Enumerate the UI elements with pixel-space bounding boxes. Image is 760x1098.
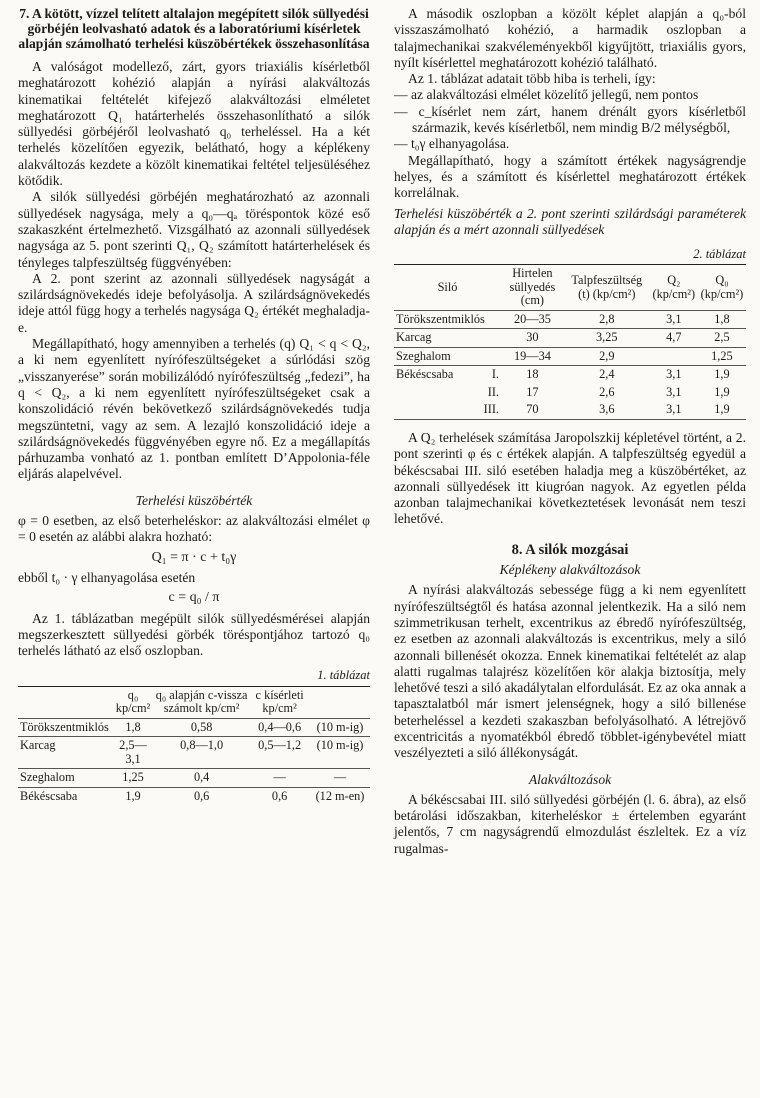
table-1 [18, 686, 370, 806]
cell: 3,6 [599, 402, 615, 417]
section-7-heading: 7. A kötött, vízzel telített altalajon megépített silók süllyedési görbéjén leolvasható adatok és a laboratóriumi kísérletek alapján számolható terhelési küszöbértékek összehasonlítása [18, 6, 370, 51]
cell: 1,25 [122, 770, 144, 785]
cell [650, 347, 698, 366]
cell: 0,4—0,6 [258, 719, 302, 734]
row-label: Szeghalom [396, 348, 451, 363]
cell: 20—35 [513, 311, 551, 326]
cell: — [333, 770, 347, 785]
equation-q1: Q₁ = π · c + t₀γ [151, 549, 237, 565]
cell: 19—34 [513, 348, 551, 363]
cell: 3,25 [596, 330, 618, 345]
table-2-caption: 2. táblázat [693, 247, 746, 262]
paragraph: A silók süllyedési görbéjén meghatározható az azonnali süllyedések nagysága, mely a q₀—qₐ töréspontok közé eső szakaszként értelmezhető. Vizsgálható az azonnali süllyedések nagysága az 5. pont szerinti Q₁, Q₂ számított határterhelések és tényleges talpfeszültség függvényében: [18, 189, 370, 270]
table-header: Siló [437, 279, 458, 294]
row-label: Törökszentmiklós [20, 719, 109, 734]
row-label: Törökszentmiklós [396, 311, 485, 326]
cell: 18 [526, 367, 539, 382]
cell: 1,8 [714, 311, 730, 326]
cell: 70 [526, 402, 539, 417]
paragraph: Megállapítható, hogy amennyiben a terhelés (q) Q₁ < q < Q₂, a ki nem egyenlített nyírófeszültségeket a súrlódási szög „visszanyerése” során mobilizálódó nyírófeszültség „fedezi”, ha q < Q₂, a ki nem egyenlített nyírófeszültségeket csak a konszolidáció révén bekövetkező szilárdságnövekedés tudja megszüntetni, vagy az sem. A lezajló konszolidáció ideje a szilárdságnövekedés függvényében egyre nő. Ez a megállapítás párhuzamba vonható az 1. pontban említett D’Appolonia-féle eljárás alapelvével. [18, 336, 370, 482]
table-row [18, 787, 370, 805]
row-label: Karcag [20, 738, 56, 753]
cell: 1,9 [125, 788, 141, 803]
row-label: Szeghalom [20, 770, 75, 785]
equation-c: c = q₀ / π [168, 590, 220, 606]
section-8-heading: 8. A silók mozgásai [511, 541, 629, 558]
paragraph: A 2. pont szerint az azonnali süllyedések nagyságát a szilárdságnövekedés ideje befolyásolja. A szilárdságnövekedés ideje attól függ hogy a terhelés nagysága Q₂ értékét meghaladja-e. [18, 270, 370, 335]
paragraph: Az 1. táblázat adatait több hiba is terheli, így: [408, 71, 656, 87]
table-1-caption: 1. táblázat [317, 668, 370, 683]
paragraph: Megállapítható, hogy a számított értékek nagyságrendje helyes, és a számított és kísérlettel meghatározott értékek korrelálnak. [394, 152, 746, 201]
table-row [394, 310, 746, 329]
subheading-plastic: Képlékeny alakváltozások [499, 562, 641, 578]
cell: 0,6 [193, 788, 210, 803]
table-2-title: Terhelési küszöbérték a 2. pont szerinti szilárdsági paraméterek alapján és a mért azonnali süllyedések [394, 205, 746, 237]
cell: 2,6 [599, 384, 615, 399]
cell: 0,8—1,0 [180, 738, 224, 753]
cell: 3,1 [666, 384, 682, 399]
cell: 0,4 [193, 770, 210, 785]
cell: 1,8 [125, 719, 141, 734]
paragraph: φ = 0 esetben, az első beterheléskor: az alakváltozási elmélet φ = 0 esetén az alábbi alakra hozható: [18, 513, 370, 545]
paragraph: A Q₂ terhelések számítása Jaropolszkij képletével történt, a 2. pont szerinti φ és c értékek alapján. A talpfeszültség egyedül a békéscsabai III. siló esetében haladja meg a küszöbértéket, az azonnali süllyedések itt kiugróan nagyok. Az egyetlen példa azonban talajmechanikai következtetések levonását nem teszi lehetővé. [394, 429, 746, 527]
cell: 30 [526, 330, 539, 345]
cell: (10 m-ig) [316, 738, 364, 753]
paragraph: A második oszlopban a közölt képlet alapján a q₀-ból visszaszámolható kohézió, a harmadik oszlopban a talajmechanikai szakvéleményekből kigyűjtött, triaxiális gyors, nyílt kísérlettel meghatározott kohézió található. [394, 6, 746, 70]
table-header: Hirtelen süllyedés (cm) [509, 266, 556, 308]
table-header: Q₂ (kp/cm²) [652, 273, 696, 301]
table-row [18, 737, 370, 769]
cell: 2,8 [599, 311, 615, 326]
table-header: c kísérleti kp/cm² [255, 687, 304, 716]
cell: 0,5—1,2 [258, 738, 302, 753]
cell: 17 [526, 384, 539, 399]
table-row [394, 347, 746, 366]
table-row [394, 366, 746, 384]
paragraph: A valóságot modellező, zárt, gyors triaxiális kísérletből meghatározott kohézió alapján a nyírási alakváltozás kinematikai feltételét kifejező alakváltozási elméletet meghatározott Q₁ határterhelés összehasonlítható a silók süllyedési görbéjéről leolvasható q₀ terheléssel. Ha a két terhelés közelítően egyezik, belátható, hogy a képlékeny alakváltozás kezdete a közölt kinematikai feltétel teljesüléséhez kötődik. [18, 59, 370, 189]
row-label: II. [487, 384, 499, 399]
cell: 1,9 [714, 384, 730, 399]
cell: 2,9 [599, 348, 615, 363]
table-row [18, 718, 370, 737]
paragraph: Az 1. táblázatban megépült silók süllyedésmérései alapján megszerkesztett süllyedési görbék töréspontjához tartozó q₀ terhelés látható az első oszlopban. [18, 610, 370, 659]
cell: 1,9 [714, 402, 730, 417]
row-label: Békéscsaba [20, 788, 78, 803]
table-2 [394, 264, 746, 420]
cell: 3,1 [666, 311, 682, 326]
cell: 2,4 [599, 367, 615, 382]
cell: — [273, 770, 286, 785]
subheading-deformation: Alakváltozások [528, 771, 612, 787]
cell: 1,25 [711, 348, 733, 363]
cell: 2,5—3,1 [119, 738, 147, 766]
list-item: — c_kísérlet nem zárt, hanem drénált gyors kísérletből származik, kevés kísérletből, nem mindig B/2 mélységből, [394, 103, 746, 136]
table-header: Talpfeszültség (t) (kp/cm²) [571, 273, 643, 301]
cell: 3,1 [666, 402, 682, 417]
cell: (12 m-en) [315, 788, 365, 803]
list-item: — az alakváltozási elmélet közelítő jellegű, nem pontos [394, 87, 699, 103]
paragraph: ebből t₀ · γ elhanyagolása esetén [18, 569, 196, 585]
cell: 3,1 [666, 367, 682, 382]
cell: 1,9 [714, 367, 730, 382]
cell: 0,58 [190, 719, 213, 734]
row-label: Békéscsaba I. [396, 367, 499, 382]
left-column [18, 6, 370, 805]
subheading-threshold: Terhelési küszöbérték [135, 492, 253, 508]
table-row [394, 401, 746, 419]
row-label: Karcag [396, 330, 432, 345]
table-row [18, 769, 370, 788]
table-header: q₀ kp/cm² [115, 687, 151, 716]
row-label: III. [483, 402, 499, 417]
table-row [394, 384, 746, 402]
cell: 2,5 [714, 330, 730, 345]
cell: 0,6 [271, 788, 288, 803]
cell: 4,7 [666, 330, 682, 345]
cell: (10 m-ig) [316, 719, 364, 734]
right-column [394, 6, 746, 857]
paragraph: A nyírási alakváltozás sebessége függ a ki nem egyenlített nyírófeszültségtől és hatása azonnal jelentkezik. Ha a siló nem szimmetrikusan terhelt, excentrikus az ébredő nyírófeszültség, ez esetben az azonnali alakváltozás is excentrikus, mely a siló azonnali billenését okozza. Ennek kinematikai feltételét az alap alatti rugalmas talajrész közelítően kör alakja biztosítja, mely lehetővé teszi a siló akadálytalan elfordulását. Ez az oka annak a tapasztalatból már ismert jelenségnek, hogy a siló billenése beterheléssel a kezdeti szakaszban befolyásolható. A létrejövő excentricitás a nyomatékból ébredő többlet-igénybevétel miatt veszélyezteti a siló állékonyságát. [394, 582, 746, 761]
table-row [394, 329, 746, 348]
paragraph: A békéscsabai III. siló süllyedési görbéjén (l. 6. ábra), az első betárolási időszakban, kiterheléskor ± értelemben egyaránt jelentős, 7 cm nagyságrendű elmozdulást észleltek. Ez a víz rugalmas- [394, 791, 746, 856]
list-item: — t₀γ elhanyagolása. [394, 136, 510, 152]
table-header: Q₀ (kp/cm²) [700, 273, 744, 301]
table-header: q₀ alapján c-vissza számolt kp/cm² [155, 687, 248, 716]
